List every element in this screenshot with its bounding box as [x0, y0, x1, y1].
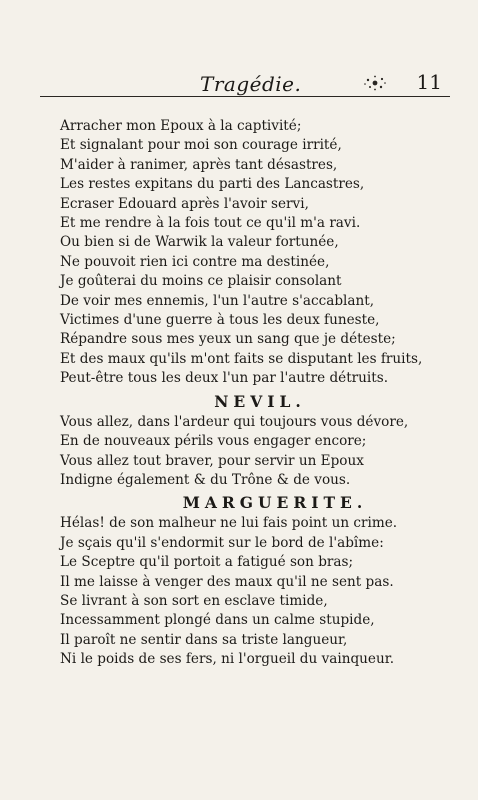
verse-line: Peut-être tous les deux l'un par l'autre détruits.	[60, 370, 389, 387]
verse-line: Les restes expitans du parti des Lancastres,	[60, 176, 365, 193]
verse-line: Et des maux qu'ils m'ont faits se disputant les fruits,	[60, 350, 423, 367]
verse-line: Et signalant pour moi son courage irrité,	[60, 137, 342, 154]
page-number: 11	[416, 70, 442, 94]
verse-line: Victimes d'une guerre à tous les deux funeste,	[60, 312, 380, 329]
verse-section-2	[60, 413, 460, 491]
verse-line: M'aider à ranimer, après tant désastres,	[60, 156, 338, 173]
speaker-name-nevil: NEVIL.	[214, 391, 306, 411]
page-header	[40, 70, 450, 97]
verse-line: Se livrant à son sort en esclave timide,	[60, 592, 328, 609]
verse-line: De voir mes ennemis, l'un l'autre s'accablant,	[60, 292, 375, 309]
verse-line: Vous allez tout braver, pour servir un Epoux	[60, 452, 364, 469]
verse-line: Hélas! de son malheur ne lui fais point un crime.	[60, 515, 398, 532]
verse-line: Ni le poids de ses fers, ni l'orgueil du vainqueur.	[60, 651, 395, 668]
verse-line: Ecraser Edouard après l'avoir servi,	[60, 195, 309, 212]
running-title: Tragédie.	[200, 72, 302, 96]
verse-section-1	[60, 117, 460, 389]
verse-line: Vous allez, dans l'ardeur qui toujours vous dévore,	[60, 413, 409, 430]
verse-section-3	[60, 514, 460, 669]
verse-line: Ou bien si de Warwik la valeur fortunée,	[60, 234, 339, 251]
verse-line: Le Sceptre qu'il portoit a fatigué son bras;	[60, 554, 354, 571]
speaker-name-marguerite: MARGUERITE.	[182, 493, 368, 513]
verse-line: Ne pouvoit rien ici contre ma destinée,	[60, 253, 330, 270]
verse-line: En de nouveaux périls vous engager encore;	[60, 433, 367, 450]
verse-line: Et me rendre à la fois tout ce qu'il m'a ravi.	[60, 215, 361, 232]
ink-ornament-icon	[362, 74, 388, 92]
verse-line: Il me laisse à venger des maux qu'il ne sent pas.	[60, 573, 394, 590]
verse-line: Il paroît ne sentir dans sa triste langueur,	[60, 631, 348, 648]
text-body	[60, 117, 460, 670]
verse-line: Je goûterai du moins ce plaisir consolant	[60, 273, 342, 290]
verse-line: Répandre sous mes yeux un sang que je déteste;	[60, 331, 396, 348]
verse-line: Indigne également & du Trône & de vous.	[60, 471, 351, 488]
verse-line: Je sçais qu'il s'endormit sur le bord de l'abîme:	[60, 534, 384, 551]
verse-line: Incessamment plongé dans un calme stupide,	[60, 612, 375, 629]
verse-line: Arracher mon Epoux à la captivité;	[60, 118, 302, 134]
